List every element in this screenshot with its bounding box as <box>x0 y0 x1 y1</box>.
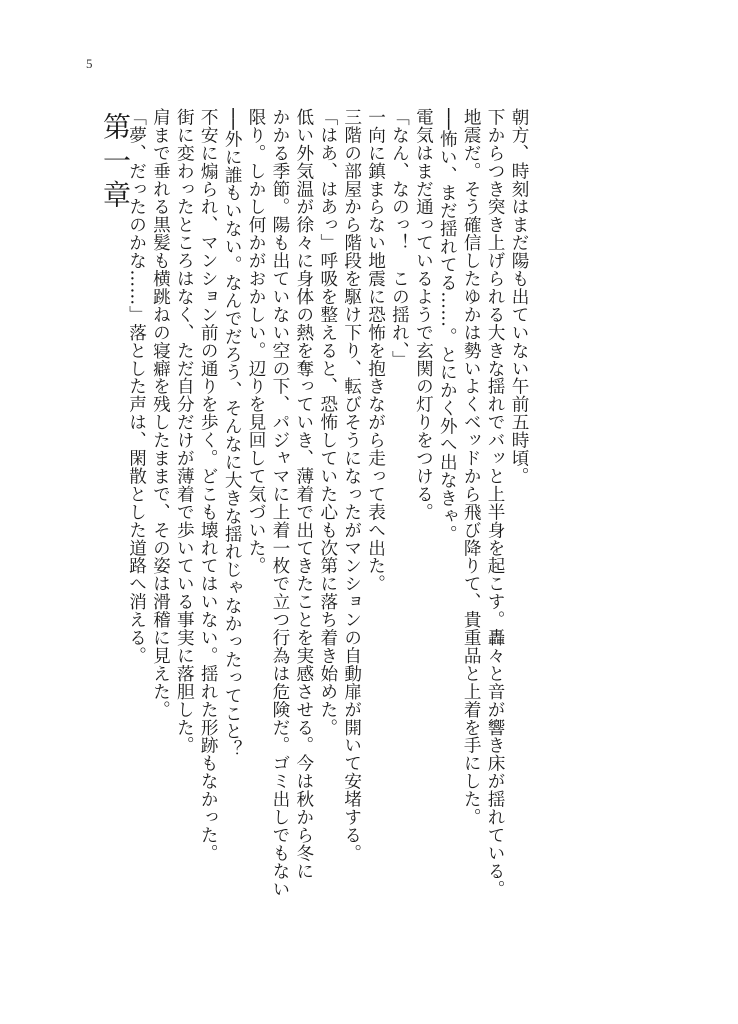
text-line: 限り。しかし何かがおかしい。辺りを見回して気づいた。 <box>246 108 267 575</box>
text-line: 下からつき突き上げられる大きな揺れでバッと上半身を起こす。轟々と音が響き床が揺れている。 <box>485 108 506 898</box>
chapter-title: 第一章 <box>99 112 132 214</box>
page-number: 5 <box>86 56 93 71</box>
text-line: 地震だ。そう確信したゆかは勢いよくベッドから飛び降りて、貴重品と上着を手にした。 <box>461 108 482 826</box>
text-line: 「なん、なのっ！ この揺れ、」 <box>389 108 410 369</box>
text-line: 不安に煽られ、マンション前の通りを歩く。どこも壊れてはいない。揺れた形跡もなかった。 <box>198 108 219 862</box>
text-line: 「夢、だったのかな……」落とした声は、閑散とした道路へ消える。 <box>126 108 147 665</box>
text-line: 朝方、時刻はまだ陽も出ていない午前五時頃。 <box>509 108 529 485</box>
body-text <box>124 108 530 968</box>
text-line: 肩まで垂れる黒髪も横跳ねの寝癖を残したままで、その姿は滑稽に見えた。 <box>150 108 171 719</box>
text-line: 「はあ、はあっ」呼吸を整えると、恐怖していた心も次第に落ち着き始めた。 <box>317 108 338 737</box>
text-line: 電気はまだ通っているようで玄関の灯りをつける。 <box>413 108 434 521</box>
text-line: ──外に誰もいない。なんでだろう、そんなに大きな揺れじゃなかったってこと？ <box>222 108 243 759</box>
text-line: ──怖い、まだ揺れてる……。とにかく外へ出なきゃ。 <box>437 108 458 543</box>
text-line: 街に変わったところはなく、ただ自分だけが薄着で歩いている事実に落胆した。 <box>174 108 195 755</box>
text-line: かかる季節。陽も出ていない空の下、パジャマに上着一枚で立つ行為は危険だ。ゴミ出しでもない <box>269 108 290 898</box>
text-line: 一向に鎮まらない地震に恐怖を抱きながら走って表へ出た。 <box>365 108 386 593</box>
text-line: 三階の部屋から階段を駆け下り、転びそうになったがマンションの自動扉が開いて安堵する。 <box>341 108 362 862</box>
text-line: 低い外気温が徐々に身体の熱を奪っていき、薄着で出てきたことを実感させる。今は秋から冬に <box>293 108 314 880</box>
